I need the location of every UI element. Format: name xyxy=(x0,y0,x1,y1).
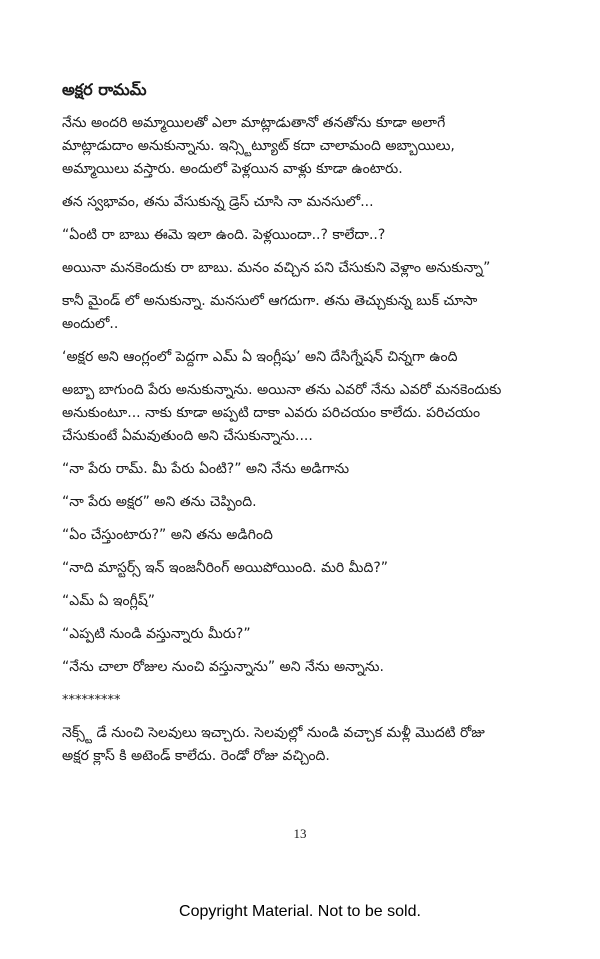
paragraph: “ఏంటి రా బాబు ఈమె ఇలా ఉంది. పెళ్లయిందా..? కాలేదా..? xyxy=(62,227,386,243)
paragraph: “ఏం చేస్తుంటారు?” అని తను అడిగింది xyxy=(62,527,273,543)
copyright-notice: Copyright Material. Not to be sold. xyxy=(179,903,421,920)
paragraph: అయినా మనకెందుకు రా బాబు. మనం వచ్చిన పని చేసుకుని వెళ్లాం అనుకున్నా” xyxy=(62,260,491,276)
paragraph: “ఎప్పటి నుండి వస్తున్నారు మీరు?” xyxy=(62,626,251,642)
paragraph: కానీ మైండ్ లో అనుకున్నా. మనసులో ఆగదుగా. తను తెచ్చుకున్న బుక్ చూసా అందులో.. xyxy=(62,293,478,332)
body-text xyxy=(62,112,542,778)
paragraph: “నేను చాలా రోజుల నుంచి వస్తున్నాను” అని నేను అన్నాను. xyxy=(62,659,384,675)
paragraph: “నా పేరు అక్షర” అని తను చెప్పింది. xyxy=(62,494,257,510)
chapter-title: అక్షర రామమ్ xyxy=(62,80,147,99)
paragraph: “ఎమ్ ఏ ఇంగ్లీష్” xyxy=(62,593,156,609)
section-separator: ********* xyxy=(62,693,121,708)
paragraph: తన స్వభావం, తను వేసుకున్న డ్రెస్ చూసి నా మనసులో... xyxy=(62,194,374,210)
paragraph: ‘అక్షర అని ఆంగ్లంలో పెద్దగా ఎమ్ ఏ ఇంగ్లీషు’ అని దేసిగ్నేషన్ చిన్నగా ఉంది xyxy=(62,349,458,365)
paragraph: “నాది మాస్టర్స్ ఇన్ ఇంజనీరింగ్ అయిపోయింది. మరి మీది?” xyxy=(62,560,389,576)
page-number: 13 xyxy=(293,826,307,841)
paragraph: అబ్బా బాగుంది పేరు అనుకున్నాను. అయినా తను ఎవరో నేను ఎవరో మనకెందుకు అనుకుంటూ... నాకు కూడా అప్పటి దాకా ఎవరు పరిచయం కాలేదు. పరిచయం చేసుకుంటే ఏమవుతుంది అని చేసుకున్నాను.... xyxy=(62,382,502,444)
paragraph: “నా పేరు రామ్. మీ పేరు ఏంటి?” అని నేను అడిగాను xyxy=(62,461,350,477)
paragraph: నేను అందరి అమ్మాయిలతో ఎలా మాట్లాడుతానో తనతోను కూడా అలాగే మాట్లాడుదాం అనుకున్నాను. ఇన్స్టిట్యూట్ కదా చాలామంది అబ్బాయిలు, అమ్మాయిలు వస్తారు. అందులో పెళ్లయిన వాళ్లు కూడా ఉంటారు. xyxy=(62,115,455,177)
closing-paragraph: నెక్స్ట్ డే నుంచి సెలవులు ఇచ్చారు. సెలవుల్లో నుండి వచ్చాక మళ్లీ మొదటి రోజు అక్షర క్లాస్ కి అటెండ్ కాలేదు. రెండో రోజు వచ్చింది. xyxy=(62,725,485,764)
